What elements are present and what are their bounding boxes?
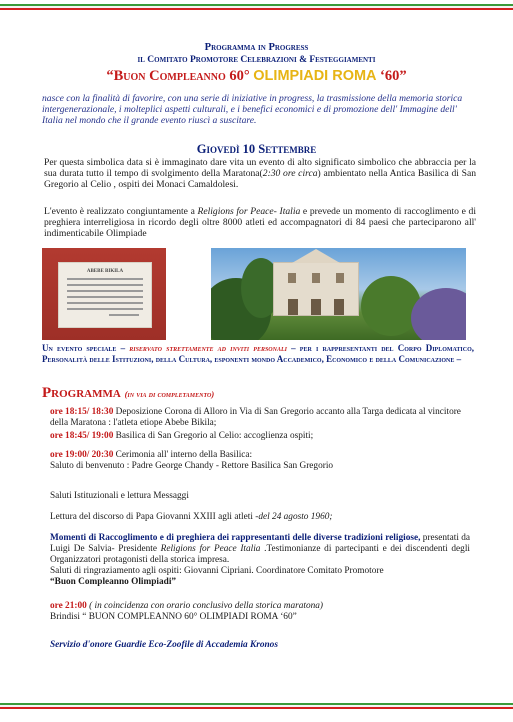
greetings-line: Saluti Istituzionali e lettura Messaggi: [50, 491, 189, 501]
special-c: – per i rappresentanti del Corpo Diplomatico, Personalità delle Istituzioni, della Cultura, esponenti mondo Accademico, Economico e della Comunicazione –: [42, 343, 475, 364]
program-note: (in via di completamento): [124, 389, 215, 399]
paragraph-1: [44, 157, 476, 190]
program-item-final: [50, 601, 470, 623]
toast-line: Brindisi “ BUON COMPLEANNO 60° OLIMPIADI ROMA ‘60”: [50, 612, 297, 622]
header-line-1: Programma in Progress: [204, 42, 309, 53]
thanks-committee: “Buon Compleanno Olimpiadi”: [50, 577, 177, 587]
event-title-yellow: OLIMPIADI ROMA: [253, 68, 381, 84]
welcome-line: Saluto di benvenuto : Padre George Chandy - Rettore Basilica San Gregorio: [50, 461, 334, 471]
paragraph-2-c: e prevede un momento di raccoglimento e di preghiera interreligiosa in ricordo degli oltre 8000 atleti ed accompagnatori di 84 paesi che parteciparono all' indimenticabile Olimpiade: [44, 206, 476, 239]
honor-service: Servizio d'onore Guardie Eco-Zoofile di Accademia Kronos: [50, 640, 278, 650]
thanks-line: Saluti di ringraziamento agli ospiti: Giovanni Cipriani. Coordinatore Comitato Promotore: [50, 566, 384, 576]
basilica-facade: [273, 262, 359, 316]
special-a: Un evento speciale –: [42, 343, 130, 353]
bottom-tricolor-border: [0, 703, 513, 709]
paragraph-1-c: ) ambientato nella Antica Basilica di San Gregorio al Celio , ospiti dei Monaci Camaldolesi.: [44, 168, 477, 190]
paragraph-1-duration: 2:30 ore circa: [262, 168, 318, 179]
special-invite-only: riservato strettamente ad inviti personali: [129, 343, 287, 353]
prayer-moment-title: Momenti di Raccoglimento e di preghiera dei rappresentanti delle diverse tradizioni religiose,: [50, 533, 421, 543]
program-item: [50, 407, 470, 429]
program-text: Deposizione Corona di Alloro in Via di San Gregorio accanto alla Targa dedicata al vincitore della Maratona : l'atleta etiope Abebe Bikila;: [50, 407, 461, 428]
prayer-moment-org: Religions for Peace Italia: [160, 544, 261, 554]
plaque-title: ABEBE BIKILA: [86, 269, 124, 274]
program-title: [42, 385, 214, 402]
program-item: [50, 431, 470, 442]
speech-date: del 24 agosto 1960;: [258, 512, 333, 522]
top-tricolor-border: [0, 4, 513, 10]
header-line-2: il Comitato Promotore Celebrazioni & Festeggiamenti: [137, 55, 376, 65]
program-time: ore 18:15/ 18:30: [50, 407, 114, 417]
speech-line: [50, 512, 470, 523]
final-note: ( in coincidenza con orario conclusivo della storica maratona): [86, 601, 324, 611]
event-title: [0, 68, 513, 85]
program-text: Basilica di San Gregorio al Celio: accoglienza ospiti;: [113, 431, 314, 441]
program-heading: Programma: [42, 385, 121, 401]
program-time: ore 18:45/ 19:00: [50, 431, 114, 441]
program-time: ore 19:00/ 20:30: [50, 450, 114, 460]
intro-text: nasce con la finalità di favorire, con una serie di iniziative in progress, la trasmissione della memoria storica intergenerazionale, i molteplici aspetti culturali, e i benefici economici e di promozione dell' Immagine dell' Italia nel mondo che il grande evento riuscì a suscitare.: [42, 93, 463, 126]
paragraph-2-a: L'evento è realizzato congiuntamente a: [44, 206, 198, 217]
event-date: Giovedì 10 Settembre: [196, 142, 317, 156]
memorial-plaque: [58, 262, 152, 328]
program-text: Cerimonia all' interno della Basilica:: [113, 450, 253, 460]
basilica-photo: [211, 248, 466, 340]
special-event-note: [42, 343, 474, 365]
event-title-end: ‘60”: [380, 68, 407, 84]
paragraph-2-org: Religions for Peace- Italia: [197, 206, 301, 217]
program-item: [50, 450, 470, 472]
prayer-moment: [50, 533, 470, 588]
event-title-red: “Buon Compleanno 60°: [106, 68, 254, 84]
speech-a: Lettura del discorso di Papa Giovanni XXIII agli atleti -: [50, 512, 259, 522]
paragraph-2: [44, 206, 476, 239]
prayer-moment-a: presentati da Luigi De Salvia- Presidente: [50, 533, 471, 554]
plaque-photo: [42, 248, 166, 340]
prayer-moment-c: .Testimonianze di partecipanti e dei discendenti degli Organizzatori protagonisti della storica impresa.: [50, 544, 470, 565]
paragraph-1-a: Per questa simbolica data si è immaginato dare vita un evento di alto significato simbolico che abbraccia per la sua durata tutto il tempo di svolgimento della Maratona(: [44, 157, 476, 179]
program-time: ore 21:00: [50, 601, 87, 611]
